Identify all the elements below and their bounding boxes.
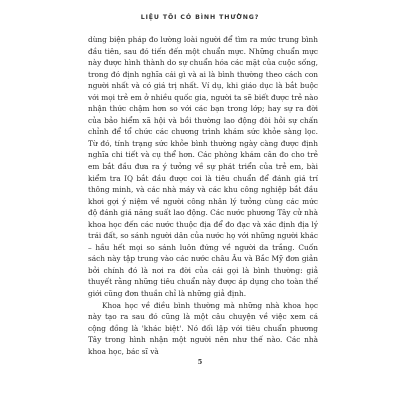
paragraph-1: dùng biện pháp đo lường loài người để tìm ra mức trung bình đầu tiên, sau đó tiến đến một chuẩn mực. Những chuẩn mực này được hình thành do sự chuẩn hóa các mặt của cuộc sống, trong đó định nghĩa cái gì và ai là bình thường theo cách con người nhất và có giá trị nhất. Ví dụ, khi giáo dục là bắt buộc với mọi trẻ em ở nhiều quốc gia, người ta sẽ biết được trẻ nào nhận thức chậm hơn so với các bạn trong lớp; hay sự ra đời của bảo hiểm xã hội và bồi thường lao động đòi hỏi sự chấn chỉnh để tổ chức các chương trình khám sức khỏe sàng lọc. Từ đó, tính trạng sức khỏe bình thường ngày càng được định nghĩa chi tiết và cụ thể hơn. Các phòng khám cân đo cho trẻ em bắt đầu đưa ra ý tưởng về sự phát triển của trẻ em, bài kiểm tra IQ bắt đầu được coi là tiêu chuẩn để đánh giá trí thông minh, và các nhà máy và các khu công nghiệp bắt đầu khơi gợi ý niệm về người công nhân lý tưởng cùng các mức độ đánh giá năng suất lao động. Các nước phương Tây cử nhà khoa học đến các nước thuộc địa để đo đạc và xác định địa lý trái đất, so sánh người dân của nước họ với những người khác – hầu hết mọi so sánh luôn đứng về người da trắng. Cuốn sách này tập trung vào các nước châu Âu và Bắc Mỹ đơn giản bởi chính đó là nơi ra đời của cái gọi là bình thường: giả thuyết rằng những tiêu chuẩn này được áp dụng cho toàn thế giới cũng đơn thuần chỉ là những giả định.	[88, 35, 318, 299]
page-number: 5	[197, 358, 203, 366]
body-text	[88, 34, 318, 357]
paragraph-2: Khoa học về điều bình thường mà những nhà khoa học này tạo ra sau đó cũng là một câu chuyện về việc xem cá cộng đồng là 'khác biệt'. Nó đối lập với tiêu chuẩn phương Tây trong hình nhận một người nên như thế nào. Các nhà khoa học, bác sĩ và	[88, 300, 318, 356]
running-header: LIỆU TÔI CÓ BÌNH THƯỜNG?	[140, 14, 260, 21]
